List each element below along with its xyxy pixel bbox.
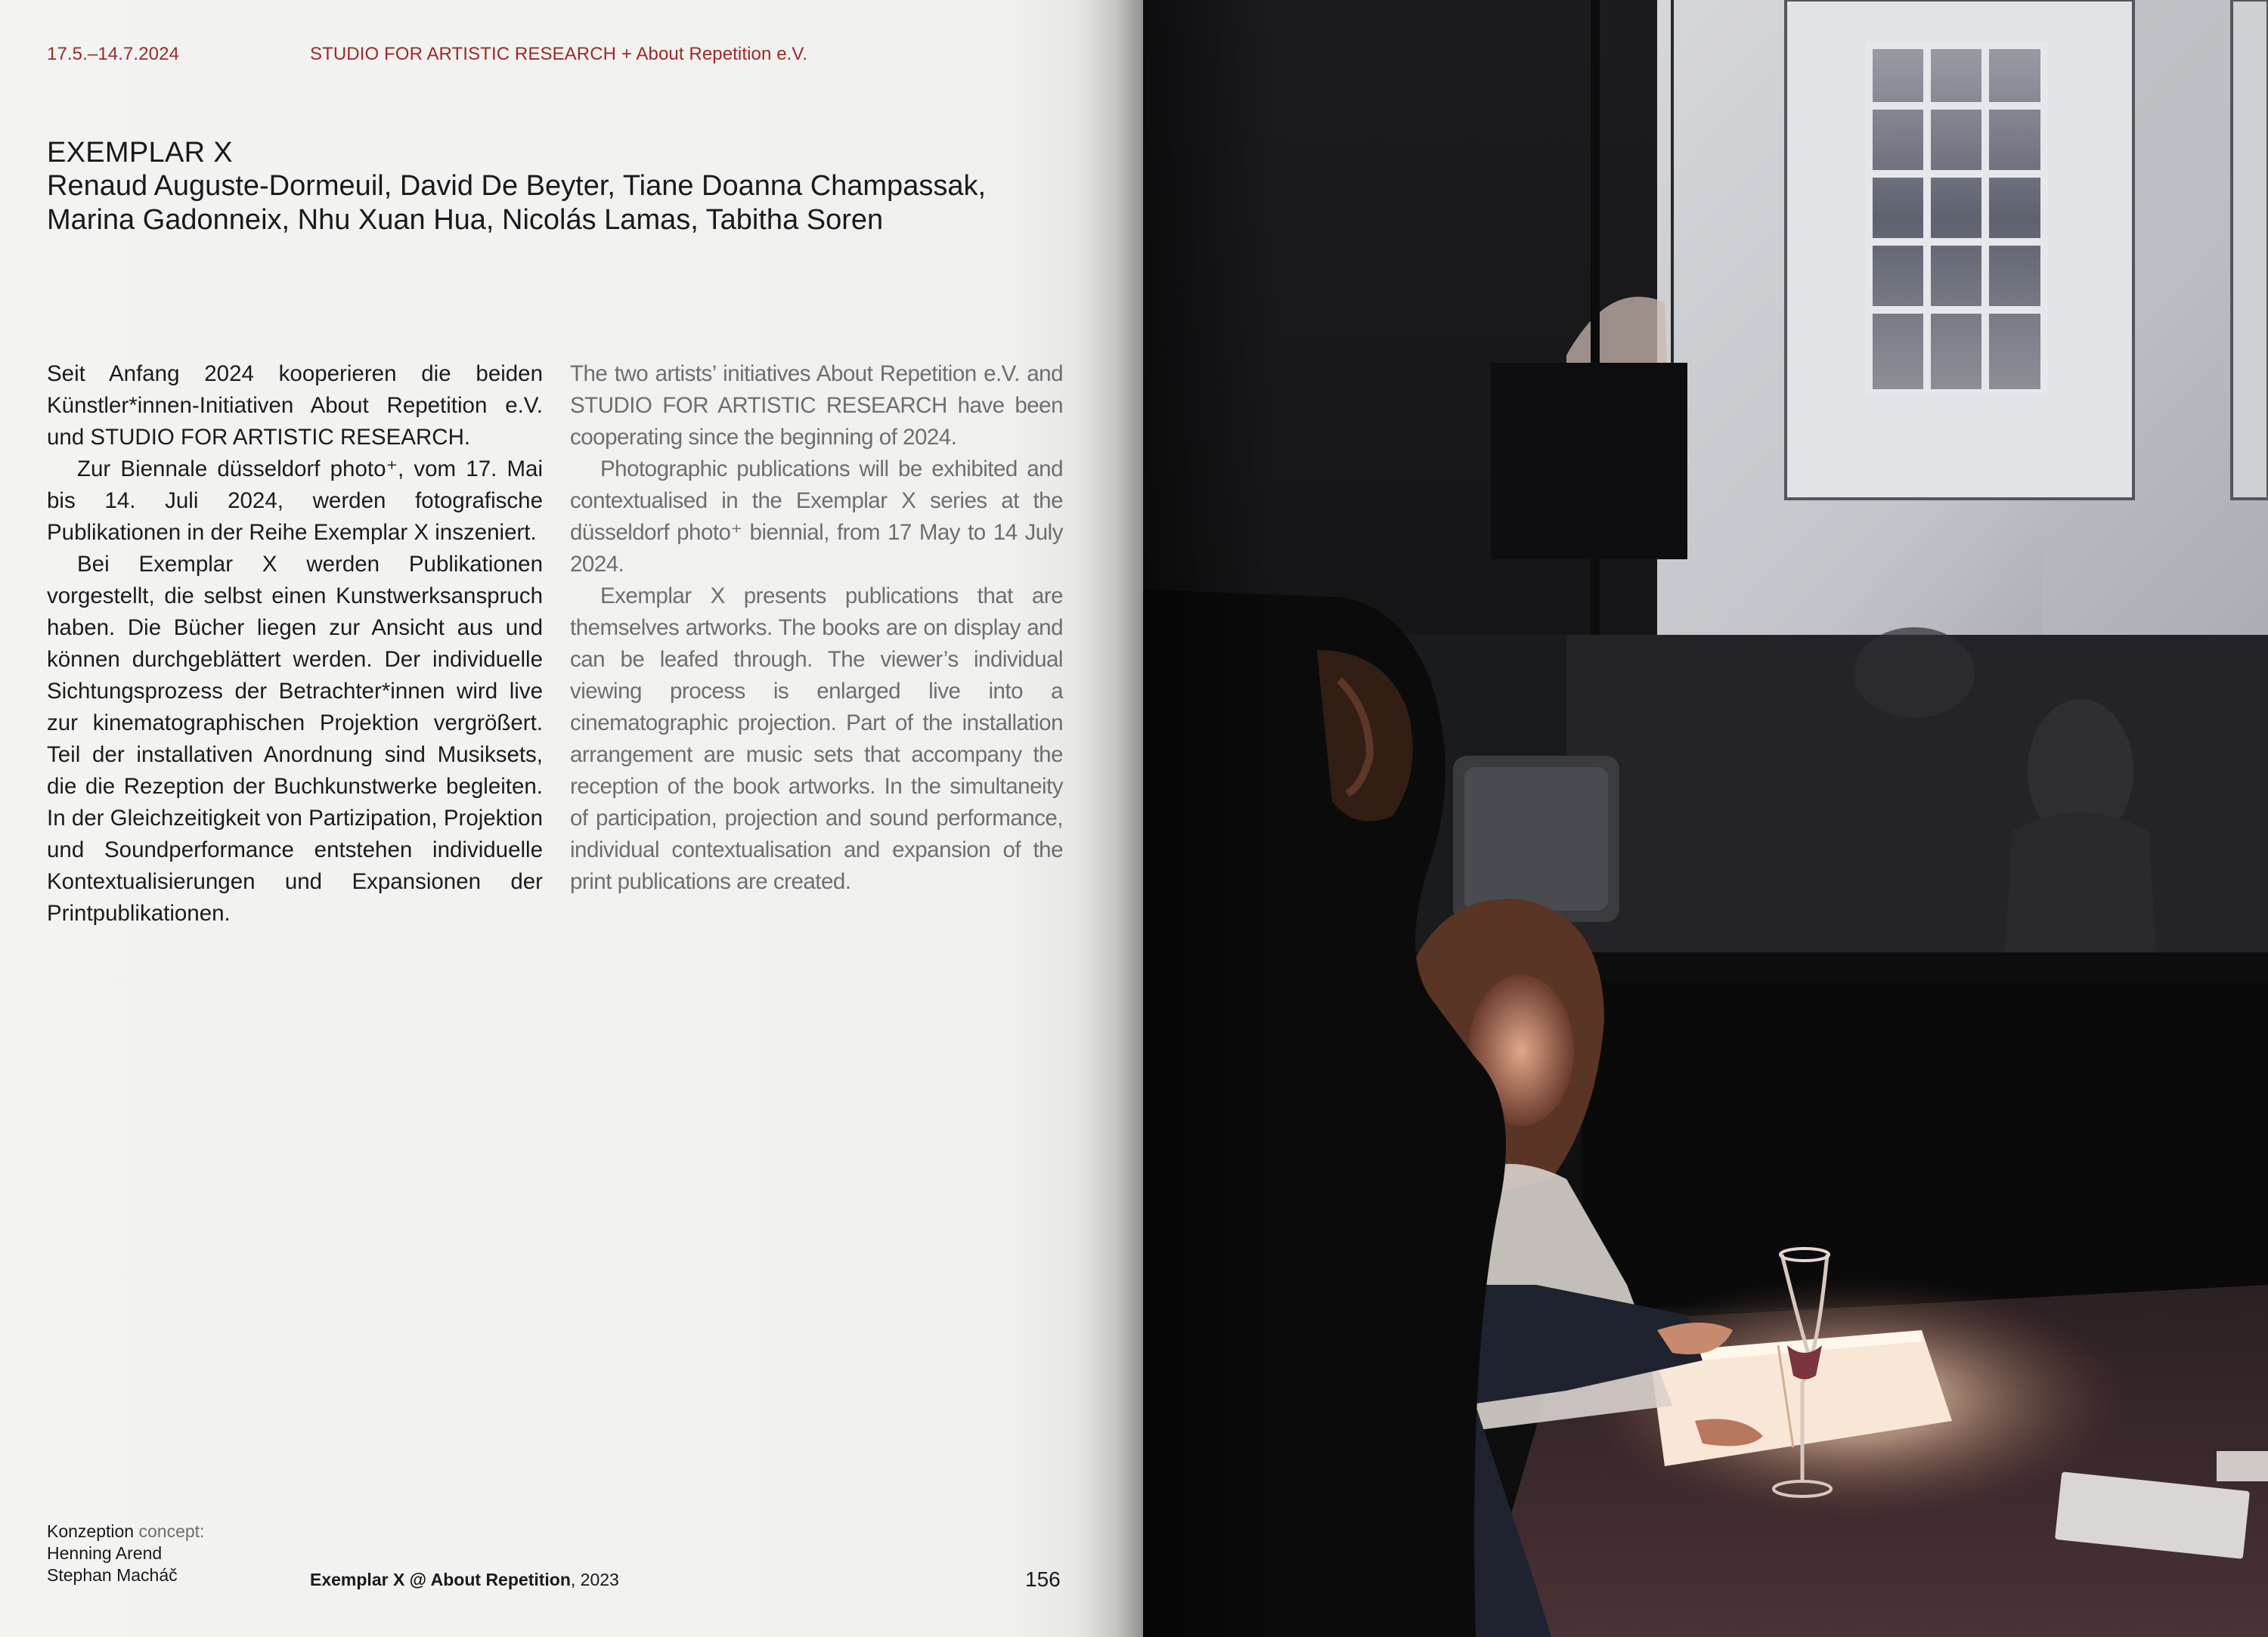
artists-line-2: Marina Gadonneix, Nhu Xuan Hua, Nicolás Lamas, Tabitha Soren [47, 204, 884, 236]
caption-work: Exemplar X @ About Repetition [310, 1570, 571, 1589]
photo-illustration [1143, 0, 2268, 1637]
credits [47, 1521, 204, 1586]
german-paragraph: Zur Biennale düsseldorf photo⁺, vom 17. Mai bis 14. Juli 2024, werden fotografische Publikationen in der Reihe Exemplar X inszeniert. [47, 456, 543, 545]
speaker-stand [1491, 363, 1687, 559]
credit-name: Stephan Macháč [47, 1565, 178, 1585]
english-paragraph: The two artists’ initiatives About Repetition e.V. and STUDIO FOR ARTISTIC RESEARCH have been cooperating since the beginning of 2024. [570, 361, 1063, 450]
date-range: 17.5.–14.7.2024 [47, 44, 179, 64]
projected-window [1869, 45, 2044, 393]
credits-role [47, 1521, 204, 1543]
artists-line-1: Renaud Auguste-Dormeuil, David De Beyter, Tiane Doanna Champassak, [47, 170, 987, 202]
organizers-header: STUDIO FOR ARTISTIC RESEARCH + About Repetition e.V. [310, 44, 808, 64]
title-block [47, 136, 1060, 237]
gutter-shadow [1074, 0, 1143, 1637]
artists-list [47, 169, 1030, 237]
german-column [47, 358, 543, 930]
role-german: Konzeption [47, 1521, 135, 1541]
english-column [570, 358, 1063, 898]
page-title: EXEMPLAR X [47, 137, 233, 169]
installation-photo [1143, 0, 2268, 1637]
credit-name: Henning Arend [47, 1543, 163, 1563]
caption-year: , 2023 [570, 1570, 619, 1589]
english-paragraph: Exemplar X presents publications that are themselves artworks. The books are on display and can be leafed through. The viewer’s individual viewing process is enlarged live into a cinematographic projection. Part of the installation arrangement are music sets that accompany the reception of the book artworks. In the simultaneity of participation, projection and sound performance, individual contextualisation and expansion of the print publications are created. [570, 583, 1063, 894]
page-number: 156 [1025, 1567, 1061, 1591]
photo-caption [310, 1570, 619, 1590]
german-paragraph: Bei Exemplar X werden Publikationen vorgestellt, die selbst einen Kunstwerksanspruch haben. Die Bücher liegen zur Ansicht aus und können durchgeblättert werden. Der individuelle Sichtungsprozess der Betrachter*innen wird live zur kinematographischen Projektion vergrößert. Teil der installativen Anordnung sind Musiksets, die die Rezeption der Buchkunstwerke begleiten. In der Gleichzeitigkeit von Partizipation, Projektion und Soundperformance entstehen individuelle Kontextualisierungen und Expansionen der Printpublikationen. [47, 552, 543, 926]
role-english: concept: [138, 1521, 205, 1541]
english-paragraph: Photographic publications will be exhibited and contextualised in the Exemplar X series at the düsseldorf photo⁺ biennial, from 17 May to 14 July 2024. [570, 456, 1063, 577]
dj-body [2005, 812, 2156, 952]
german-paragraph: Seit Anfang 2024 kooperieren die beiden Künstler*innen-Initiativen About Repetition e.V. und STUDIO FOR ARTISTIC RESEARCH. [47, 361, 543, 450]
